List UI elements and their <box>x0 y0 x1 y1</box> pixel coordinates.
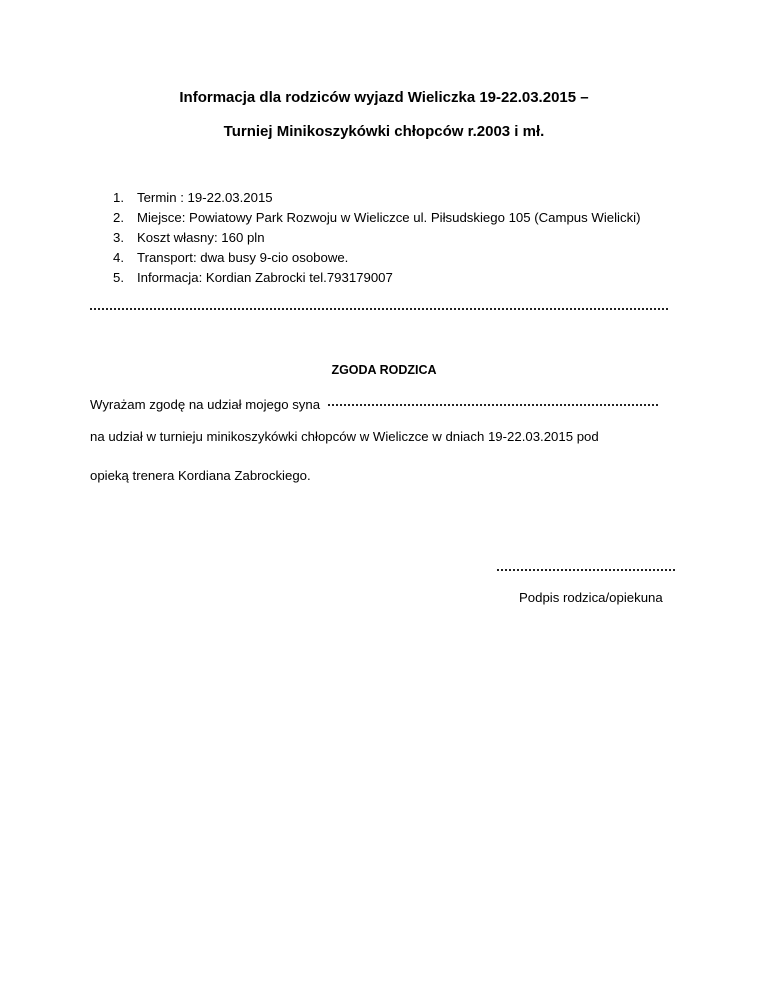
list-item-text: Informacja: Kordian Zabrocki tel.793179007 <box>137 270 393 285</box>
list-item-number: 1. <box>113 190 124 205</box>
consent-line-1 <box>90 397 658 412</box>
list-item-text: Miejsce: Powiatowy Park Rozwoju w Wieliczce ul. Piłsudskiego 105 (Campus Wielicki) <box>137 210 641 225</box>
page-title: Informacja dla rodziców wyjazd Wieliczka 19-22.03.2015 – <box>179 89 589 106</box>
son-name-blank[interactable] <box>328 403 658 406</box>
list-item <box>113 228 640 248</box>
consent-line-2: na udział w turnieju minikoszykówki chłopców w Wieliczce w dniach 19-22.03.2015 pod <box>90 429 599 444</box>
signature-label: Podpis rodzica/opiekuna <box>519 590 663 605</box>
list-item <box>113 188 640 208</box>
page-subtitle: Turniej Minikoszykówki chłopców r.2003 i mł. <box>223 123 545 140</box>
signature-blank[interactable] <box>497 568 675 571</box>
dotted-separator <box>90 307 668 310</box>
list-item-text: Transport: dwa busy 9-cio osobowe. <box>137 250 349 265</box>
list-item-text: Termin : 19-22.03.2015 <box>137 190 273 205</box>
list-item-number: 3. <box>113 230 124 245</box>
list-item <box>113 248 640 268</box>
info-list <box>113 188 640 288</box>
consent-line-3: opieką trenera Kordiana Zabrockiego. <box>90 468 311 483</box>
list-item <box>113 268 640 288</box>
consent-line-1-text: Wyrażam zgodę na udział mojego syna <box>90 397 321 412</box>
list-item-number: 5. <box>113 270 124 285</box>
list-item-text: Koszt własny: 160 pln <box>137 230 265 245</box>
list-item-number: 4. <box>113 250 124 265</box>
consent-title: ZGODA RODZICA <box>331 363 437 377</box>
list-item-number: 2. <box>113 210 124 225</box>
list-item <box>113 208 640 228</box>
